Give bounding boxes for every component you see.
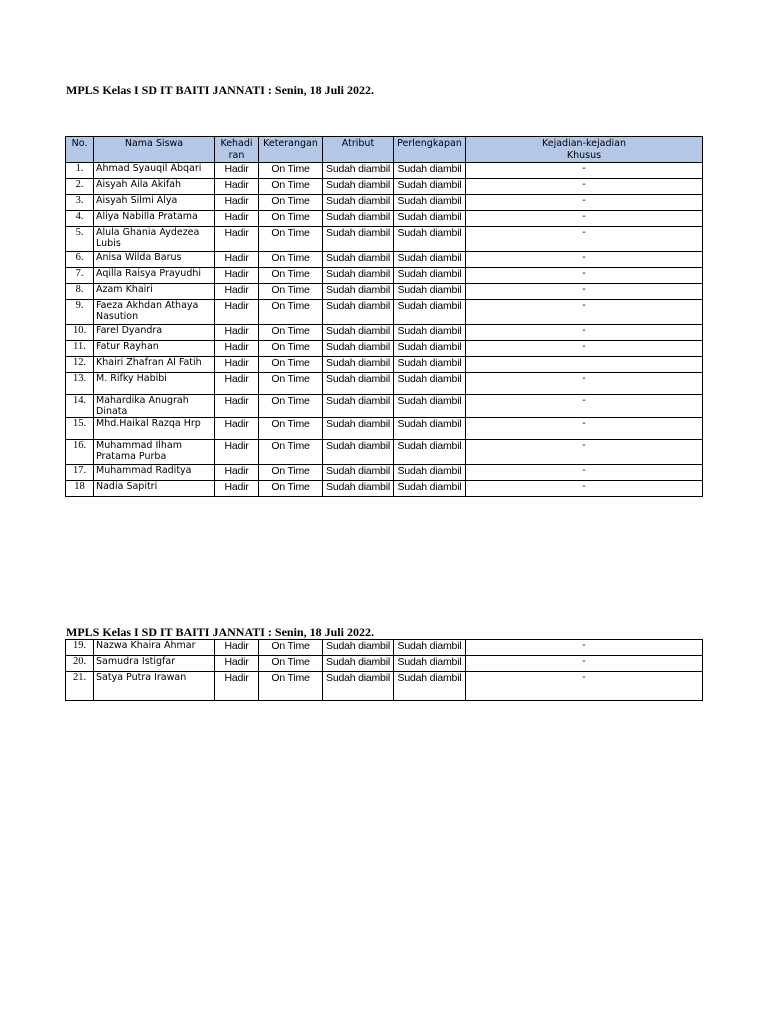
cell-no: 12.	[66, 357, 94, 373]
cell-keterangan: On Time	[259, 268, 323, 284]
col-header-kejadian	[466, 137, 703, 163]
cell-keterangan: On Time	[259, 211, 323, 227]
cell-atribut: Sudah diambil	[323, 227, 394, 252]
page-title-continued: MPLS Kelas I SD IT BAITI JANNATI : Senin, 18 Juli 2022.	[66, 625, 374, 639]
cell-atribut: Sudah diambil	[323, 465, 394, 481]
cell-perlengkapan: Sudah diambil	[394, 211, 466, 227]
cell-keterangan: On Time	[259, 481, 323, 497]
cell-nama-siswa: Fatur Rayhan	[94, 341, 215, 357]
attendance-table-continued	[65, 639, 703, 701]
cell-kejadian: -	[466, 284, 703, 300]
table-row	[66, 341, 703, 357]
cell-keterangan: On Time	[259, 341, 323, 357]
cell-atribut: Sudah diambil	[323, 341, 394, 357]
cell-kejadian: -	[466, 300, 703, 325]
cell-keterangan: On Time	[259, 640, 323, 656]
cell-nama-siswa: Aisyah Aila Akifah	[94, 179, 215, 195]
cell-nama-siswa: Alula Ghania Aydezea Lubis	[94, 227, 215, 252]
cell-atribut: Sudah diambil	[323, 373, 394, 395]
cell-nama-siswa: Muhammad Ilham Pratama Purba	[94, 440, 215, 465]
cell-no: 14.	[66, 395, 94, 418]
cell-kehadiran: Hadir	[215, 179, 259, 195]
cell-nama-siswa: Azam Khairi	[94, 284, 215, 300]
cell-kehadiran: Hadir	[215, 195, 259, 211]
cell-perlengkapan: Sudah diambil	[394, 656, 466, 672]
cell-no: 11.	[66, 341, 94, 357]
cell-no: 21.	[66, 672, 94, 701]
cell-keterangan: On Time	[259, 252, 323, 268]
cell-no: 8.	[66, 284, 94, 300]
cell-nama-siswa: M. Rifky Habibi	[94, 373, 215, 395]
cell-kehadiran: Hadir	[215, 440, 259, 465]
cell-atribut: Sudah diambil	[323, 440, 394, 465]
table-row	[66, 373, 703, 395]
cell-keterangan: On Time	[259, 300, 323, 325]
cell-atribut: Sudah diambil	[323, 481, 394, 497]
cell-kejadian: -	[466, 418, 703, 440]
col-header-nama-siswa: Nama Siswa	[94, 137, 215, 163]
cell-perlengkapan: Sudah diambil	[394, 418, 466, 440]
cell-nama-siswa: Ahmad Syauqil Abqari	[94, 163, 215, 179]
cell-kehadiran: Hadir	[215, 672, 259, 701]
cell-keterangan: On Time	[259, 373, 323, 395]
cell-atribut: Sudah diambil	[323, 325, 394, 341]
cell-kejadian: -	[466, 656, 703, 672]
table-row	[66, 227, 703, 252]
cell-nama-siswa: Mhd.Haikal Razqa Hrp	[94, 418, 215, 440]
cell-no: 5.	[66, 227, 94, 252]
cell-no: 9.	[66, 300, 94, 325]
table-row	[66, 640, 703, 656]
cell-keterangan: On Time	[259, 418, 323, 440]
cell-no: 2.	[66, 179, 94, 195]
cell-kehadiran: Hadir	[215, 211, 259, 227]
table-row	[66, 465, 703, 481]
cell-kejadian: -	[466, 179, 703, 195]
table-row	[66, 284, 703, 300]
cell-atribut: Sudah diambil	[323, 357, 394, 373]
cell-atribut: Sudah diambil	[323, 163, 394, 179]
cell-atribut: Sudah diambil	[323, 418, 394, 440]
cell-kejadian: -	[466, 640, 703, 656]
cell-kehadiran: Hadir	[215, 418, 259, 440]
col-header-no: No.	[66, 137, 94, 163]
col-header-keterangan: Keterangan	[259, 137, 323, 163]
cell-atribut: Sudah diambil	[323, 656, 394, 672]
cell-kehadiran: Hadir	[215, 163, 259, 179]
table-row	[66, 268, 703, 284]
table-row	[66, 179, 703, 195]
cell-keterangan: On Time	[259, 227, 323, 252]
cell-nama-siswa: Satya Putra Irawan	[94, 672, 215, 701]
cell-kehadiran: Hadir	[215, 640, 259, 656]
cell-no: 19.	[66, 640, 94, 656]
table-row	[66, 211, 703, 227]
table-row	[66, 195, 703, 211]
cell-atribut: Sudah diambil	[323, 284, 394, 300]
table-row	[66, 163, 703, 179]
cell-no: 6.	[66, 252, 94, 268]
cell-kehadiran: Hadir	[215, 284, 259, 300]
cell-nama-siswa: Aliya Nabilla Pratama	[94, 211, 215, 227]
cell-nama-siswa: Muhammad Raditya	[94, 465, 215, 481]
cell-nama-siswa: Farel Dyandra	[94, 325, 215, 341]
cell-kehadiran: Hadir	[215, 268, 259, 284]
table-row	[66, 440, 703, 465]
col-header-atribut: Atribut	[323, 137, 394, 163]
col-header-kejadian-line2: Khusus	[566, 150, 602, 161]
cell-keterangan: On Time	[259, 656, 323, 672]
cell-nama-siswa: Mahardika Anugrah Dinata	[94, 395, 215, 418]
cell-keterangan: On Time	[259, 440, 323, 465]
cell-kejadian: -	[466, 252, 703, 268]
cell-no: 15.	[66, 418, 94, 440]
table-row	[66, 656, 703, 672]
cell-no: 20.	[66, 656, 94, 672]
cell-kehadiran: Hadir	[215, 341, 259, 357]
cell-perlengkapan: Sudah diambil	[394, 357, 466, 373]
cell-perlengkapan: Sudah diambil	[394, 672, 466, 701]
cell-keterangan: On Time	[259, 395, 323, 418]
cell-perlengkapan: Sudah diambil	[394, 341, 466, 357]
cell-kejadian: -	[466, 481, 703, 497]
cell-kejadian	[466, 357, 703, 373]
cell-kejadian: -	[466, 227, 703, 252]
cell-kehadiran: Hadir	[215, 227, 259, 252]
cell-kehadiran: Hadir	[215, 252, 259, 268]
cell-kehadiran: Hadir	[215, 465, 259, 481]
cell-perlengkapan: Sudah diambil	[394, 195, 466, 211]
cell-perlengkapan: Sudah diambil	[394, 179, 466, 195]
cell-perlengkapan: Sudah diambil	[394, 465, 466, 481]
col-header-perlengkapan: Perlengkapan	[394, 137, 466, 163]
cell-kehadiran: Hadir	[215, 325, 259, 341]
cell-atribut: Sudah diambil	[323, 268, 394, 284]
cell-kejadian: -	[466, 341, 703, 357]
cell-atribut: Sudah diambil	[323, 672, 394, 701]
table-row	[66, 325, 703, 341]
cell-no: 13.	[66, 373, 94, 395]
cell-kejadian: -	[466, 195, 703, 211]
attendance-table	[65, 136, 703, 497]
cell-kejadian: -	[466, 373, 703, 395]
cell-atribut: Sudah diambil	[323, 195, 394, 211]
cell-perlengkapan: Sudah diambil	[394, 268, 466, 284]
cell-atribut: Sudah diambil	[323, 300, 394, 325]
cell-kehadiran: Hadir	[215, 373, 259, 395]
cell-keterangan: On Time	[259, 672, 323, 701]
cell-keterangan: On Time	[259, 357, 323, 373]
cell-perlengkapan: Sudah diambil	[394, 300, 466, 325]
cell-kehadiran: Hadir	[215, 656, 259, 672]
cell-perlengkapan: Sudah diambil	[394, 373, 466, 395]
cell-perlengkapan: Sudah diambil	[394, 640, 466, 656]
table-row	[66, 481, 703, 497]
cell-kehadiran: Hadir	[215, 481, 259, 497]
cell-nama-siswa: Anisa Wilda Barus	[94, 252, 215, 268]
cell-atribut: Sudah diambil	[323, 252, 394, 268]
table-row	[66, 252, 703, 268]
cell-kehadiran: Hadir	[215, 357, 259, 373]
cell-kejadian: -	[466, 395, 703, 418]
cell-nama-siswa: Faeza Akhdan Athaya Nasution	[94, 300, 215, 325]
cell-kehadiran: Hadir	[215, 300, 259, 325]
table-row	[66, 357, 703, 373]
cell-atribut: Sudah diambil	[323, 640, 394, 656]
cell-nama-siswa: Samudra Istigfar	[94, 656, 215, 672]
table-header-row	[66, 137, 703, 163]
cell-kejadian: -	[466, 211, 703, 227]
table-row	[66, 418, 703, 440]
cell-keterangan: On Time	[259, 325, 323, 341]
cell-no: 1.	[66, 163, 94, 179]
col-header-kehadiran-line2: ran	[228, 150, 245, 161]
cell-kejadian: -	[466, 465, 703, 481]
cell-no: 10.	[66, 325, 94, 341]
cell-kejadian: -	[466, 672, 703, 701]
cell-no: 7.	[66, 268, 94, 284]
cell-nama-siswa: Khairi Zhafran Al Fatih	[94, 357, 215, 373]
page-title: MPLS Kelas I SD IT BAITI JANNATI : Senin, 18 Juli 2022.	[66, 83, 374, 97]
cell-nama-siswa: Nadia Sapitri	[94, 481, 215, 497]
cell-nama-siswa: Aqilla Raisya Prayudhi	[94, 268, 215, 284]
cell-no: 17.	[66, 465, 94, 481]
cell-perlengkapan: Sudah diambil	[394, 325, 466, 341]
cell-kejadian: -	[466, 163, 703, 179]
table-row	[66, 395, 703, 418]
cell-no: 3.	[66, 195, 94, 211]
cell-nama-siswa: Aisyah Silmi Alya	[94, 195, 215, 211]
cell-keterangan: On Time	[259, 179, 323, 195]
cell-keterangan: On Time	[259, 465, 323, 481]
cell-kejadian: -	[466, 268, 703, 284]
cell-perlengkapan: Sudah diambil	[394, 252, 466, 268]
table-row	[66, 300, 703, 325]
cell-kejadian: -	[466, 325, 703, 341]
cell-perlengkapan: Sudah diambil	[394, 440, 466, 465]
cell-keterangan: On Time	[259, 284, 323, 300]
cell-perlengkapan: Sudah diambil	[394, 163, 466, 179]
cell-perlengkapan: Sudah diambil	[394, 284, 466, 300]
cell-perlengkapan: Sudah diambil	[394, 227, 466, 252]
cell-kehadiran: Hadir	[215, 395, 259, 418]
cell-no: 18	[66, 481, 94, 497]
cell-atribut: Sudah diambil	[323, 211, 394, 227]
cell-nama-siswa: Nazwa Khaira Ahmar	[94, 640, 215, 656]
cell-perlengkapan: Sudah diambil	[394, 395, 466, 418]
cell-atribut: Sudah diambil	[323, 395, 394, 418]
cell-atribut: Sudah diambil	[323, 179, 394, 195]
col-header-kejadian-line1: Kejadian-kejadian	[542, 138, 626, 149]
cell-keterangan: On Time	[259, 195, 323, 211]
cell-perlengkapan: Sudah diambil	[394, 481, 466, 497]
col-header-kehadiran-line1: Kehadi	[220, 138, 253, 149]
cell-kejadian: -	[466, 440, 703, 465]
table-row	[66, 672, 703, 701]
cell-no: 16.	[66, 440, 94, 465]
cell-keterangan: On Time	[259, 163, 323, 179]
col-header-kehadiran	[215, 137, 259, 163]
cell-no: 4.	[66, 211, 94, 227]
